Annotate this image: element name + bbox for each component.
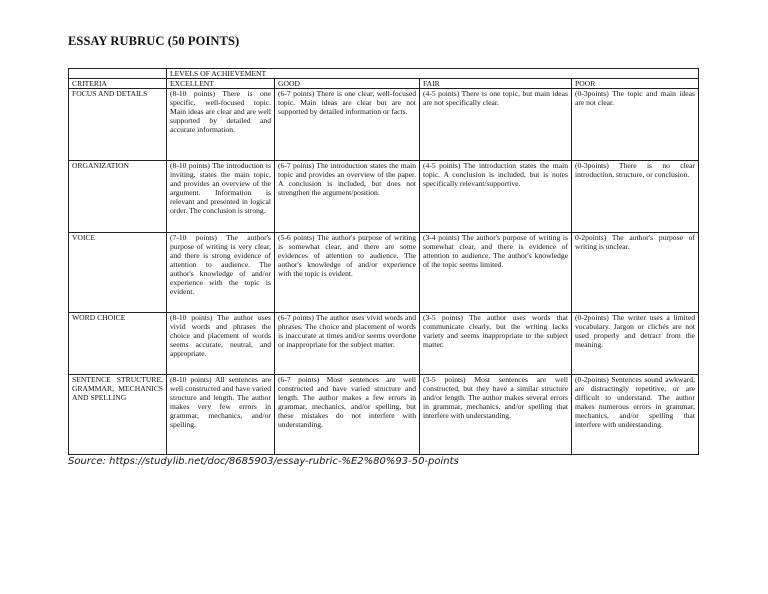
rubric-cell-fair: (4-5 points) The introduction states the main topic. A conclusion is included, but is notes specifically relevant/supportive. [420, 161, 572, 233]
rubric-cell-fair: (3-5 points) Most sentences are well constructed, but they have a similar structure and/or length. The author makes several errors in grammar, mechanics, and/or spelling that interfere with understanding. [420, 375, 572, 455]
rubric-cell-good: (6-7 points) There is one clear, well-focused topic. Main ideas are clear but are not supported by detailed information or facts. [275, 89, 420, 161]
rubric-cell-poor: 0-2points) The author's purpose of writing is unclear. [572, 233, 699, 313]
rubric-cell-poor: (0-2points) Sentences sound awkward, are distractingly repetitive, or are difficult to understand. The author makes numerous errors in grammar, mechanics, and/or spelling that interfere with understanding. [572, 375, 699, 455]
rubric-cell-excellent: (8-10 points) The author uses vivid words and phrases the choice and placement of words seems accurate, neutral, and appropriate. [167, 313, 275, 375]
rubric-table [68, 68, 699, 455]
rubric-cell-poor: (0-2points) The writer uses a limited vocabulary. Jargon or clichés are not used properly and detract from the meaning. [572, 313, 699, 375]
rubric-cell-poor: (0-3points) The topic and main ideas are not clear. [572, 89, 699, 161]
column-header-fair: FAIR [420, 79, 572, 89]
criteria-cell [69, 313, 167, 375]
table-row [69, 161, 699, 233]
criteria-label: FOCUS AND DETAILS [72, 89, 148, 98]
criteria-cell [69, 161, 167, 233]
criteria-header: CRITERIA [69, 79, 167, 89]
rubric-cell-excellent: (8-10 points) There is one specific, well-focused topic. Main ideas are clear and are well supported by detailed and accurate information. [167, 89, 275, 161]
criteria-label: SENTENCE STRUCTURE, GRAMMAR, MECHANICS AND SPELLING [72, 375, 163, 403]
rubric-cell-good: (6-7 points) The introduction states the main topic and provides an overview of the paper. A conclusion is included, but does not strengthen the argument/position. [275, 161, 420, 233]
rubric-cell-fair: (3-4 points) The author's purpose of writing is somewhat clear, and there is evidence of attention to audience. The author's knowledge of the topic seems limited. [420, 233, 572, 313]
rubric-cell-poor: (0-3points) There is no clear introduction, structure, or conclusion. [572, 161, 699, 233]
column-header-good: GOOD [275, 79, 420, 89]
rubric-cell-fair: (3-5 points) The author uses words that communicate clearly, but the writing lacks variety and seems inappropriate to the subject matter. [420, 313, 572, 375]
table-row [69, 313, 699, 375]
rubric-cell-excellent: (8-10 points) The introduction is inviting, states the main topic, and provides an overview of the argument. Information is relevant and presented in logical order. The conclusion is strong. [167, 161, 275, 233]
criteria-label: ORGANIZATION [72, 161, 129, 170]
criteria-cell [69, 89, 167, 161]
table-row [69, 375, 699, 455]
rubric-cell-excellent: (7-10 points) The author's purpose of writing is very clear, and there is strong evidence of attention to audience. The author's knowledge of and/or experience with the topic is evident. [167, 233, 275, 313]
criteria-cell [69, 233, 167, 313]
source-citation: Source: https://studylib.net/doc/8685903/essay-rubric-%E2%80%93-50-points [68, 456, 459, 467]
table-row [69, 233, 699, 313]
rubric-cell-good: (5-6 points) The author's purpose of writing is somewhat clear, and there are some evidences of attention to audience. The author's knowledge of and/or experience with the topic is evident. [275, 233, 420, 313]
column-header-poor: POOR [572, 79, 699, 89]
document-title: ESSAY RUBRUC (50 POINTS) [68, 34, 240, 48]
column-header-excellent: EXCELLENT [167, 79, 275, 89]
rubric-cell-fair: (4-5 points) There is one topic, but main ideas are not specifically clear. [420, 89, 572, 161]
criteria-label: VOICE [72, 233, 96, 242]
criteria-cell [69, 375, 167, 455]
levels-header: LEVELS OF ACHIEVEMENT [167, 69, 699, 79]
rubric-cell-good: (6-7 points) The author uses vivid words and phrases. The choice and placement of words is inaccurate at times and/or seems overdone or inappropriate for the subject matter. [275, 313, 420, 375]
levels-header-row [69, 69, 699, 79]
corner-cell [69, 69, 167, 79]
rubric-cell-excellent: (8-10 points) All sentences are well constructed and have varied structure and length. The author makes very few errors in grammar, mechanics, and/or spelling. [167, 375, 275, 455]
rubric-cell-good: (6-7 points) Most sentences are well constructed and have varied structure and length. The author makes a few errors in grammar, mechanics, and/or spelling, but these mistakes do not interfere with understanding. [275, 375, 420, 455]
table-row [69, 89, 699, 161]
criteria-label: WORD CHOICE [72, 313, 126, 322]
column-header-row [69, 79, 699, 89]
